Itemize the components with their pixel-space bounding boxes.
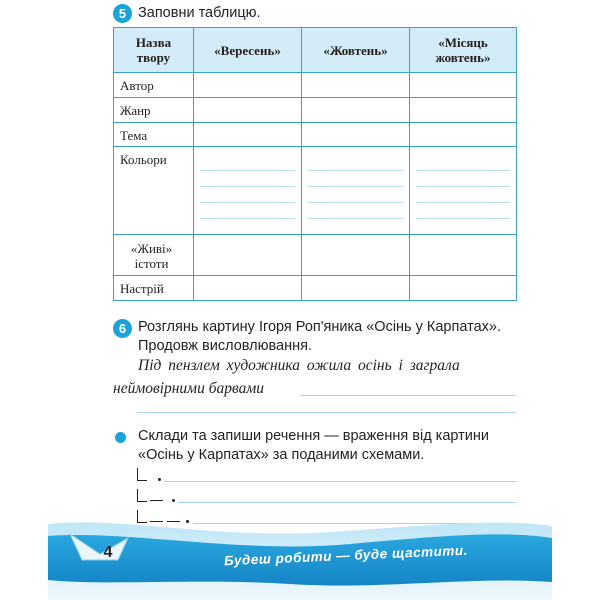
table-cell[interactable] — [194, 73, 302, 98]
header-september: «Вересень» — [194, 28, 302, 73]
table-cell[interactable] — [302, 98, 410, 123]
task-5-title: Заповни таблицю. — [138, 5, 261, 21]
footer-motto: Будеш робити — буде щастити. — [223, 542, 469, 569]
table-cell[interactable] — [410, 98, 517, 123]
table-cell[interactable] — [194, 98, 302, 123]
task-6-prompt-line2: неймовірними барвами — [113, 380, 265, 397]
table-row — [114, 235, 517, 276]
bullet-icon — [115, 432, 126, 443]
task-6-instruction-line2: Продовж висловлювання. — [138, 338, 312, 354]
table-cell[interactable] — [194, 235, 302, 276]
table-cell[interactable] — [194, 276, 302, 301]
write-line[interactable] — [300, 395, 516, 396]
task-6-instruction-line1: Розглянь картину Ігоря Роп'яника «Осінь у Карпатах». — [138, 319, 501, 335]
word-dash — [150, 500, 163, 501]
table-cell[interactable] — [302, 147, 410, 235]
row-label-genre: Жанр — [114, 98, 194, 123]
page-number: 4 — [103, 544, 113, 561]
table-row — [114, 147, 517, 235]
table-cell[interactable] — [302, 276, 410, 301]
table-cell[interactable] — [302, 235, 410, 276]
header-month-october: «Місяць жовтень» — [410, 28, 517, 73]
header-october: «Жовтень» — [302, 28, 410, 73]
table-cell[interactable] — [410, 123, 517, 147]
row-label-author: Автор — [114, 73, 194, 98]
table-cell[interactable] — [194, 123, 302, 147]
table-cell[interactable] — [410, 73, 517, 98]
table-cell[interactable] — [302, 73, 410, 98]
write-line[interactable] — [137, 412, 516, 413]
table-cell[interactable] — [194, 147, 302, 235]
table-cell[interactable] — [410, 147, 517, 235]
row-label-theme: Тема — [114, 123, 194, 147]
bullet-task-line1: Склади та запиши речення — враження від картини — [138, 428, 490, 444]
table-row — [114, 276, 517, 301]
table-row — [114, 123, 517, 147]
row-label-mood: Настрій — [114, 276, 194, 301]
table-row — [114, 98, 517, 123]
task-6-number: 6 — [113, 319, 132, 338]
sentence-end-dot — [172, 499, 175, 502]
table-header-row — [114, 28, 517, 73]
table-row — [114, 73, 517, 98]
table-cell[interactable] — [302, 123, 410, 147]
row-label-living-beings: «Живі» істоти — [114, 235, 194, 276]
write-line[interactable] — [178, 502, 516, 503]
fill-table — [113, 27, 517, 301]
task-6-prompt-line1: Під пензлем художника ожила осінь і заграла — [138, 357, 460, 374]
sentence-schema-start-icon — [137, 489, 147, 502]
table-cell[interactable] — [410, 235, 517, 276]
write-line[interactable] — [164, 481, 516, 482]
bullet-task-line2: «Осінь у Карпатах» за поданими схемами. — [138, 447, 425, 463]
row-label-colors: Кольори — [114, 147, 194, 235]
sentence-schema-start-icon — [137, 468, 147, 481]
task-5-number: 5 — [113, 4, 132, 23]
sentence-end-dot — [158, 478, 161, 481]
table-cell[interactable] — [410, 276, 517, 301]
header-title: Назва твору — [114, 28, 194, 73]
